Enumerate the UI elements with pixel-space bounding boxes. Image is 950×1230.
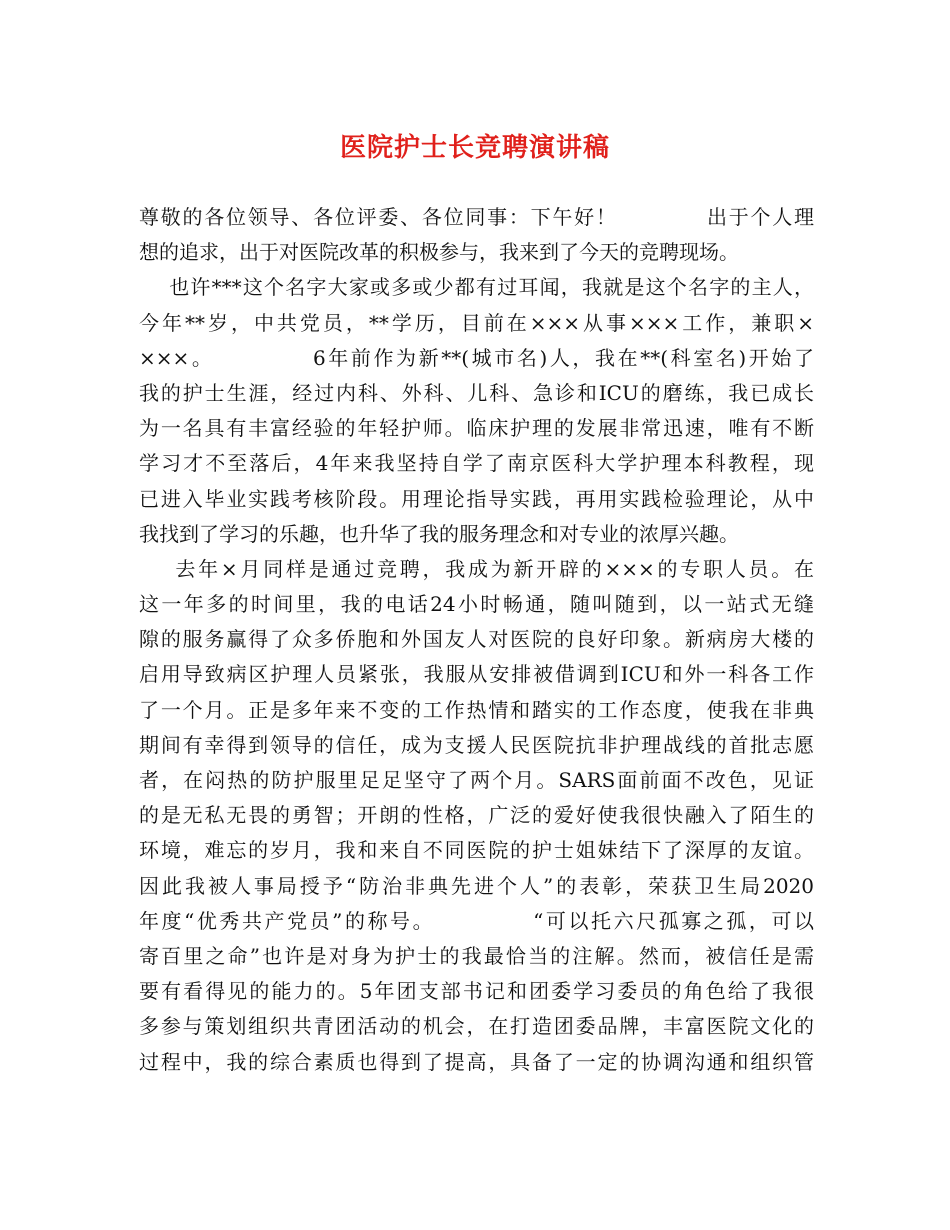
text-line: 隙的服务赢得了众多侨胞和外国友人对医院的良好印象。新病房大楼的 [139, 627, 814, 652]
text-line: 我找到了学习的乐趣，也升华了我的服务理念和对专业的浓厚兴趣。 [139, 521, 739, 546]
text-line: 期间有幸得到领导的信任，成为支援人民医院抗非护理战线的首批志愿 [139, 732, 814, 757]
text-line: 要有看得见的能力的。5年团支部书记和团委学习委员的角色给了我很 [139, 979, 814, 1004]
text-line: 者，在闷热的防护服里足足坚守了两个月。SARS面前面不改色，见证 [139, 768, 814, 792]
text-line: 为一名具有丰富经验的年轻护师。临床护理的发展非常迅速，唯有不断 [139, 416, 814, 441]
text-line: 尊敬的各位领导、各位评委、各位同事：下午好！ 出于个人理 [139, 205, 814, 229]
text-line: 寄百里之命”也许是对身为护士的我最恰当的注解。然而，被信任是需 [139, 943, 814, 968]
text-line: 想的追求，出于对医院改革的积极参与，我来到了今天的竞聘现场。 [139, 240, 739, 265]
document-body [139, 200, 814, 1080]
text-line: 今年**岁，中共党员，**学历，目前在×××从事×××工作，兼职× [139, 310, 814, 335]
text-line: 环境，难忘的岁月，我和来自不同医院的护士姐妹结下了深厚的友谊。 [139, 838, 814, 863]
text-line: 的是无私无畏的勇智；开朗的性格，广泛的爱好使我很快融入了陌生的 [139, 803, 814, 828]
document-title: 医院护士长竞聘演讲稿 [339, 133, 610, 163]
text-line: 多参与策划组织共青团活动的机会，在打造团委品牌，丰富医院文化的 [139, 1014, 814, 1039]
text-line: 因此我被人事局授予“防治非典先进个人”的表彰，荣获卫生局2020 [139, 873, 814, 898]
text-line: 也许***这个名字大家或多或少都有过耳闻，我就是这个名字的主人， [139, 275, 814, 300]
text-line: ×××。 6年前作为新**(城市名)人，我在**(科室名)开始了 [139, 345, 814, 370]
text-line: 启用导致病区护理人员紧张，我服从安排被借调到ICU和外一科各工作 [139, 662, 814, 687]
text-line: 过程中，我的综合素质也得到了提高，具备了一定的协调沟通和组织管 [139, 1049, 814, 1074]
text-line: 我的护士生涯，经过内科、外科、儿科、急诊和ICU的磨练，我已成长 [139, 380, 814, 405]
text-line: 已进入毕业实践考核阶段。用理论指导实践，再用实践检验理论，从中 [139, 486, 814, 511]
text-line: 年度“优秀共产党员”的称号。 “可以托六尺孤寡之孤，可以 [139, 908, 814, 933]
text-line: 了一个月。正是多年来不变的工作热情和踏实的工作态度，使我在非典 [139, 697, 814, 722]
text-line: 学习才不至落后，4年来我坚持自学了南京医科大学护理本科教程，现 [139, 451, 814, 476]
text-line: 这一年多的时间里，我的电话24小时畅通，随叫随到，以一站式无缝 [139, 592, 814, 617]
text-line: 去年×月同样是通过竞聘，我成为新开辟的×××的专职人员。在 [139, 556, 814, 581]
